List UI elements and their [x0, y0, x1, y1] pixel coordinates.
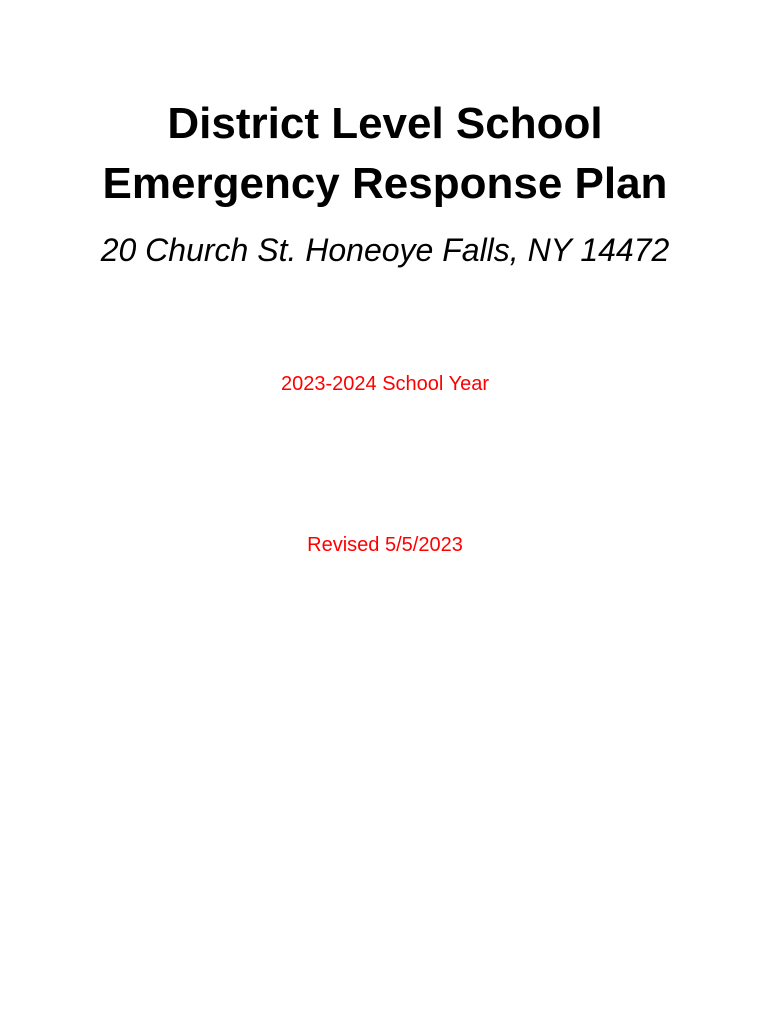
- revision-date-label: Revised 5/5/2023: [307, 534, 463, 556]
- district-address: 20 Church St. Honeoye Falls, NY 14472: [100, 232, 670, 268]
- document-title-line-1: District Level School: [167, 99, 603, 148]
- document-title-line-2: Emergency Response Plan: [102, 159, 668, 208]
- school-year-label: 2023-2024 School Year: [281, 373, 489, 395]
